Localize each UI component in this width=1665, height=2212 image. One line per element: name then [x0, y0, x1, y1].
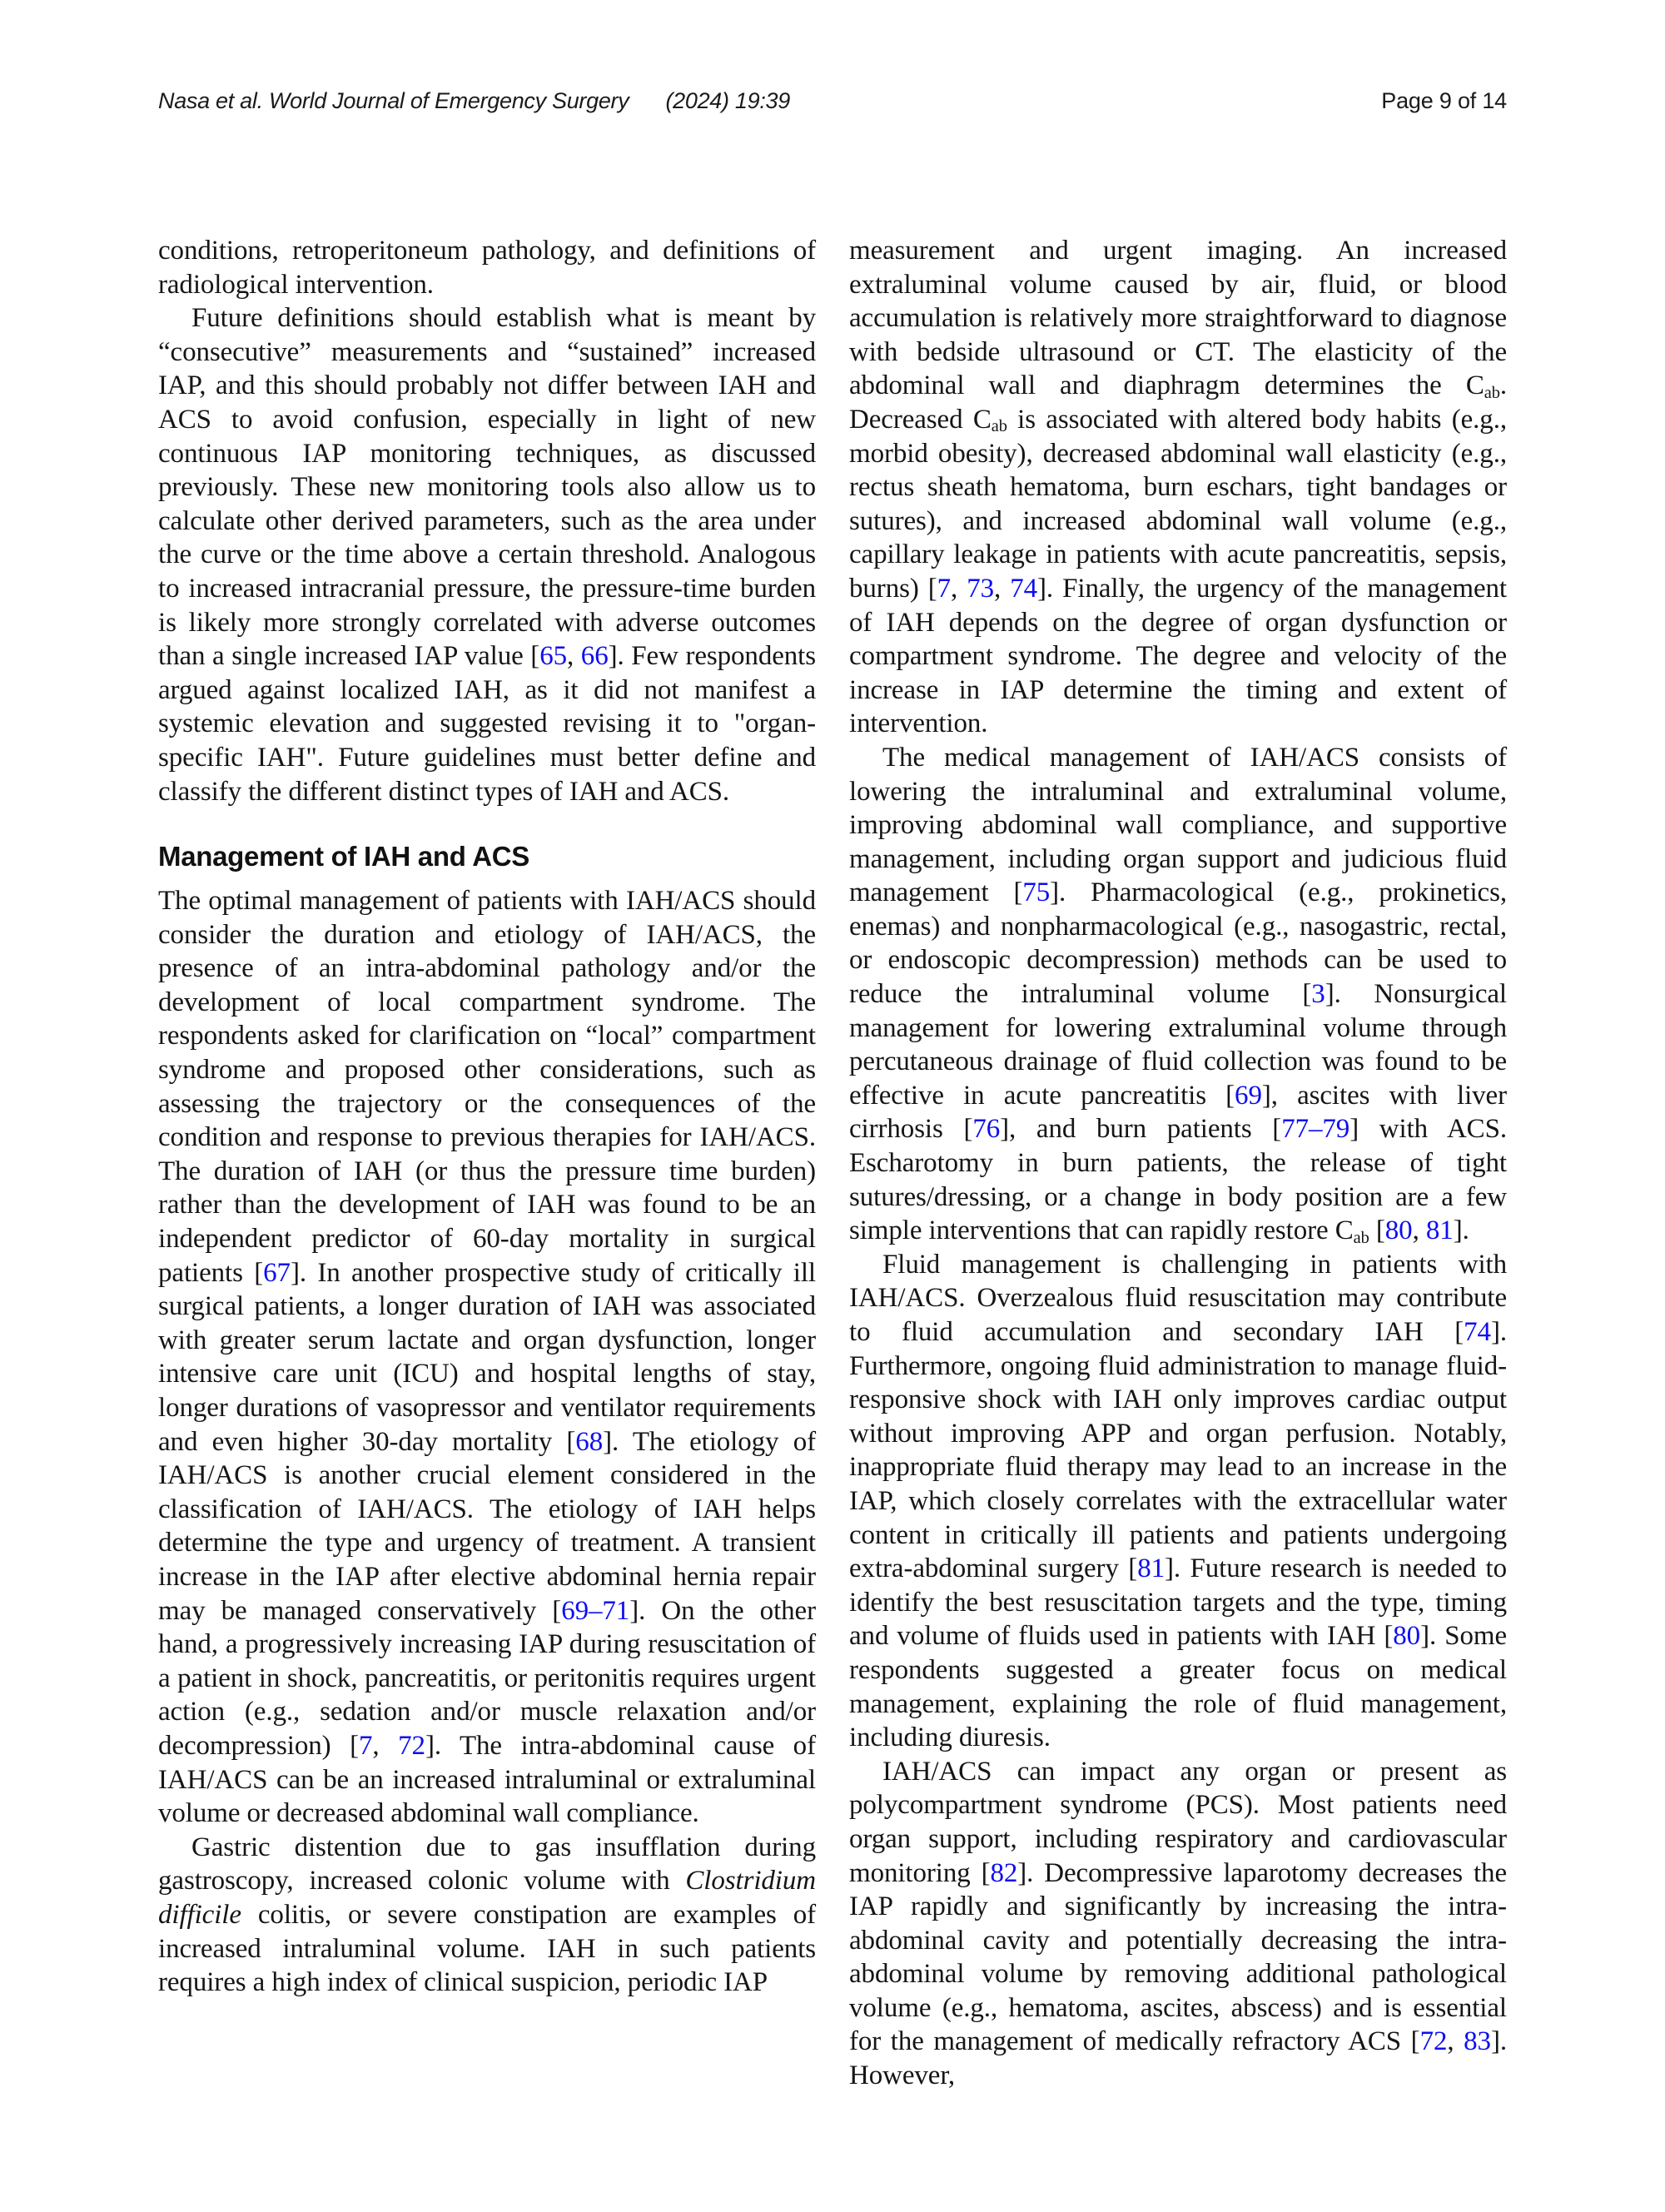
running-header — [158, 88, 1507, 114]
citation-link[interactable]: 80 — [1384, 1215, 1413, 1246]
section-heading: Management of IAH and ACS — [158, 841, 529, 872]
citation-link[interactable]: 75 — [1022, 877, 1051, 908]
italic-term: Clostridium difficile — [158, 1866, 816, 1930]
page-number: Page 9 of 14 — [1381, 88, 1507, 113]
paragraph: measurement and urgent imaging. An increased extraluminal volume caused by air, fluid, or blood accumulation is relatively more straightforward to diagnose with bedside ultrasound or CT. The elasticity of the abdominal wall and diaphragm determines the $C_{ab}$. Decreased $C_{ab}$ is associated with altered body habits (e.g., morbid obesity), decreased abdominal wall elasticity (e.g., rectus sheath hematoma, burn eschars, tight bandages or sutures), and increased abdominal wall volume (e.g., capillary leakage in patients with acute pancreatitis, sepsis, burns) [7, 73, 74]. Finally, the urgency of the management of IAH depends on the degree of organ dysfunction or compartment syndrome. The degree and velocity of the increase in IAP determine the timing and extent of intervention. — [849, 236, 1508, 739]
column-right — [849, 234, 1507, 2093]
journal-citation — [158, 88, 790, 114]
paragraph: Fluid management is challenging in patients with IAH/ACS. Overzealous fluid resuscitation may contribute to fluid accumulation and secondary IAH [74]. Furthermore, ongoing fluid administration to manage fluid-responsive shock with IAH only improves cardiac output without improving APP and organ perfusion. Notably, inappropriate fluid therapy may lead to an increase in the IAP, which closely correlates with the extracellular water content in critically ill patients and patients undergoing extra-abdominal surgery [81]. Future research is needed to identify the best resuscitation targets and the type, timing and volume of fluids used in patients with IAH [80]. Some respondents suggested a greater focus on medical management, explaining the role of fluid management, including diuresis. — [849, 1249, 1508, 1753]
citation-link[interactable]: 73 — [967, 573, 995, 604]
subscript-ab: ab — [1353, 1228, 1369, 1247]
citation-link[interactable]: 3 — [1311, 979, 1325, 1010]
citation-link[interactable]: 81 — [1137, 1553, 1165, 1584]
paragraph: Future definitions should establish what is meant by “consecutive” measurements and “sustained” increased IAP, and this should probably not differ between IAH and ACS to avoid confusion, especially in light of new continuous IAP monitoring techniques, as discussed previously. These new monitoring tools also allow us to calculate other derived parameters, such as the area under the curve or the time above a certain threshold. Analogous to increased intracranial pressure, the pressure-time burden is likely more strongly correlated with adverse outcomes than a single increased IAP value [65, 66]. Few respondents argued against localized IAH, as it did not manifest a systemic elevation and suggested revising it to "organ-specific IAH". Future guidelines must better define and classify the different distinct types of IAH and ACS. — [158, 303, 816, 807]
paragraph: The optimal management of patients with IAH/ACS should consider the duration and etiology of IAH/ACS, the presence of an intra-abdominal pathology and/or the development of local compartment syndrome. The respondents asked for clarification on “local” compartment syndrome and proposed other considerations, such as assessing the trajectory or the consequences of the condition and response to previous therapies for IAH/ACS. The duration of IAH (or thus the pressure time burden) rather than the development of IAH was found to be an independent predictor of 60-day mortality in surgical patients [67]. In another prospective study of critically ill surgical patients, a longer duration of IAH was associated with greater serum lactate and organ dysfunction, longer intensive care unit (ICU) and hospital lengths of stay, longer durations of vasopressor and ventilator requirements and even higher 30-day mortality [68]. The etiology of IAH/ACS is another crucial element considered in the classification of IAH/ACS. The etiology of IAH helps determine the type and urgency of treatment. A transient increase in the IAP after elective abdominal hernia repair may be managed conservatively [69–71]. On the other hand, a progressively increasing IAP during resuscitation of a patient in shock, pancreatitis, or peritonitis requires urgent action (e.g., sedation and/or muscle relaxation and/or decompression) [7, 72]. The intra-abdominal cause of IAH/ACS can be an increased intraluminal or extraluminal volume or decreased abdominal wall compliance. — [158, 886, 817, 1829]
citation-link[interactable]: 66 — [580, 641, 609, 672]
citation-link[interactable]: 81 — [1425, 1215, 1454, 1246]
citation-link[interactable]: 82 — [990, 1857, 1018, 1888]
subscript-ab: ab — [1484, 383, 1500, 402]
citation-link[interactable]: 67 — [263, 1257, 291, 1288]
citation-link[interactable]: 69–71 — [561, 1595, 630, 1626]
paragraph: Gastric distention due to gas insufflation during gastroscopy, increased colonic volume with Clostridium difficile colitis, or severe constipation are examples of increased intraluminal volume. IAH in such patients requires a high index of clinical suspicion, periodic IAP — [158, 1832, 816, 1998]
citation-link[interactable]: 74 — [1464, 1317, 1491, 1347]
citation-link[interactable]: 77–79 — [1281, 1114, 1350, 1145]
paragraph: conditions, retroperitoneum pathology, and definitions of radiological intervention. — [158, 236, 816, 300]
subscript-ab: ab — [991, 417, 1007, 436]
citation-link[interactable]: 72 — [1419, 2026, 1448, 2057]
citation-link[interactable]: 7 — [937, 573, 952, 604]
issue-label: (2024) 19:39 — [665, 88, 790, 113]
citation-link[interactable]: 83 — [1464, 2026, 1491, 2057]
citation-link[interactable]: 80 — [1393, 1621, 1421, 1652]
journal-citation-text: Nasa et al. World Journal of Emergency Surgery — [158, 88, 629, 113]
citation-link[interactable]: 68 — [575, 1426, 604, 1457]
citation-link[interactable]: 74 — [1010, 573, 1038, 604]
citation-link[interactable]: 76 — [972, 1114, 1001, 1145]
paragraph: The medical management of IAH/ACS consists of lowering the intraluminal and extraluminal volume, improving abdominal wall compliance, and supportive management, including organ support and judicious fluid management [75]. Pharmacological (e.g., prokinetics, enemas) and nonpharmacological (e.g., nasogastric, rectal, or endoscopic decompression) methods can be used to reduce the intraluminal volume [3]. Nonsurgical management for lowering extraluminal volume through percutaneous drainage of fluid collection was found to be effective in acute pancreatitis [69], ascites with liver cirrhosis [76], and burn patients [77–79] with ACS. Escharotomy in burn patients, the release of tight sutures/dressing, or a change in body position are a few simple interventions that can rapidly restore $C_{ab}$ [80, 81]. — [849, 742, 1507, 1247]
column-left — [158, 234, 816, 2093]
article-body — [158, 234, 1507, 2093]
citation-link[interactable]: 65 — [539, 641, 567, 672]
paragraph: IAH/ACS can impact any organ or present as polycompartment syndrome (PCS). Most patients need organ support, including respiratory and cardiovascular monitoring [82]. Decompressive laparotomy decreases the IAP rapidly and significantly by increasing the intra-abdominal cavity and potentially decreasing the intra-abdominal volume by removing additional pathological volume (e.g., hematoma, ascites, abscess) and is essential for the management of medically refractory ACS [72, 83]. However, — [849, 1756, 1507, 2091]
citation-link[interactable]: 7 — [359, 1730, 373, 1761]
citation-link[interactable]: 69 — [1235, 1080, 1262, 1111]
citation-link[interactable]: 72 — [398, 1730, 425, 1761]
